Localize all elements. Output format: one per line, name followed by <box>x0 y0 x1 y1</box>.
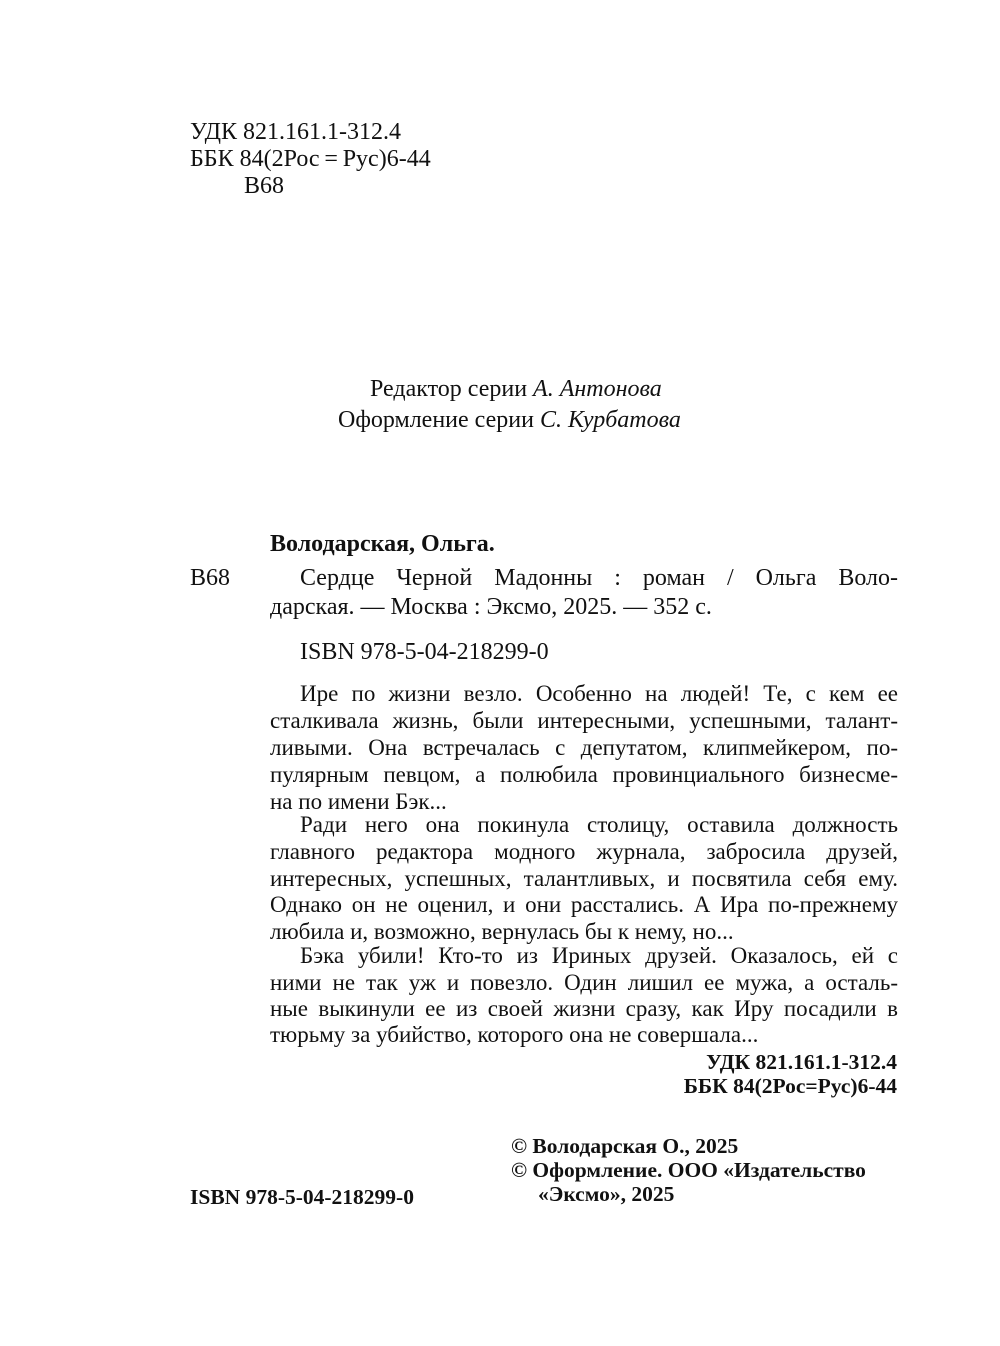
series-editor <box>370 375 662 404</box>
copyright-design: © Оформление. ООО «Издательство <box>511 1158 866 1182</box>
annotation-line: Бэка убили! Кто-то из Ириных друзей. Оказалось, ей с <box>300 943 898 968</box>
isbn-footer: ISBN 978-5-04-218299-0 <box>190 1185 414 1209</box>
series-design-label: Оформление серии <box>338 407 534 433</box>
bbk-top: ББК 84(2Рос = Рус)6-44 <box>190 146 431 172</box>
annotation-line: главного редактора модного журнала, забросила друзей, <box>270 839 898 864</box>
annotation-line: ливыми. Она встречалась с депутатом, клипмейкером, по- <box>270 735 898 760</box>
bbk-bottom: ББК 84(2Рос=Рус)6-44 <box>683 1074 897 1098</box>
udk-bottom: УДК 821.161.1-312.4 <box>706 1050 897 1074</box>
author-code-top: В68 <box>244 173 285 199</box>
series-design-name: С. Курбатова <box>539 407 681 433</box>
author-code: В68 <box>190 565 231 591</box>
series-editor-label: Редактор серии <box>370 376 528 402</box>
copyright-publisher: «Эксмо», 2025 <box>538 1182 675 1206</box>
copyright-author: © Володарская О., 2025 <box>511 1134 739 1158</box>
annotation-line: на по имени Бэк... <box>270 789 447 814</box>
annotation-line: сталкивала жизнь, были интересными, успешными, талант- <box>270 708 898 733</box>
annotation-line: тюрьму за убийство, которого она не совершала... <box>270 1022 759 1047</box>
isbn-record: ISBN 978-5-04-218299-0 <box>300 639 549 665</box>
series-design <box>338 406 681 435</box>
author-heading: Володарская, Ольга. <box>270 531 495 557</box>
annotation-line: ними не так уж и повезло. Один лишил ее мужа, а осталь- <box>270 970 898 995</box>
annotation-line: Однако он не оценил, и они расстались. А Ира по-прежнему <box>270 892 898 917</box>
bibliographic-line-2: дарская. — Москва : Эксмо, 2025. — 352 с. <box>270 594 712 620</box>
annotation-line: любила и, возможно, вернулась бы к нему, но... <box>270 919 734 944</box>
series-editor-name: А. Антонова <box>533 376 662 402</box>
annotation-line: интересных, успешных, талантливых, и посвятила себя ему. <box>270 866 898 891</box>
bibliographic-line-1: Сердце Черной Мадонны : роман / Ольга Воло- <box>300 565 898 591</box>
udk-top: УДК 821.161.1-312.4 <box>190 119 401 145</box>
annotation-line: пулярным певцом, а полюбила провинциального бизнесме- <box>270 762 898 787</box>
annotation-line: Ире по жизни везло. Особенно на людей! Те, с кем ее <box>300 681 898 706</box>
annotation-line: ные выкинули ее из своей жизни сразу, как Иру посадили в <box>270 996 898 1021</box>
annotation-line: Ради него она покинула столицу, оставила должность <box>300 812 898 837</box>
